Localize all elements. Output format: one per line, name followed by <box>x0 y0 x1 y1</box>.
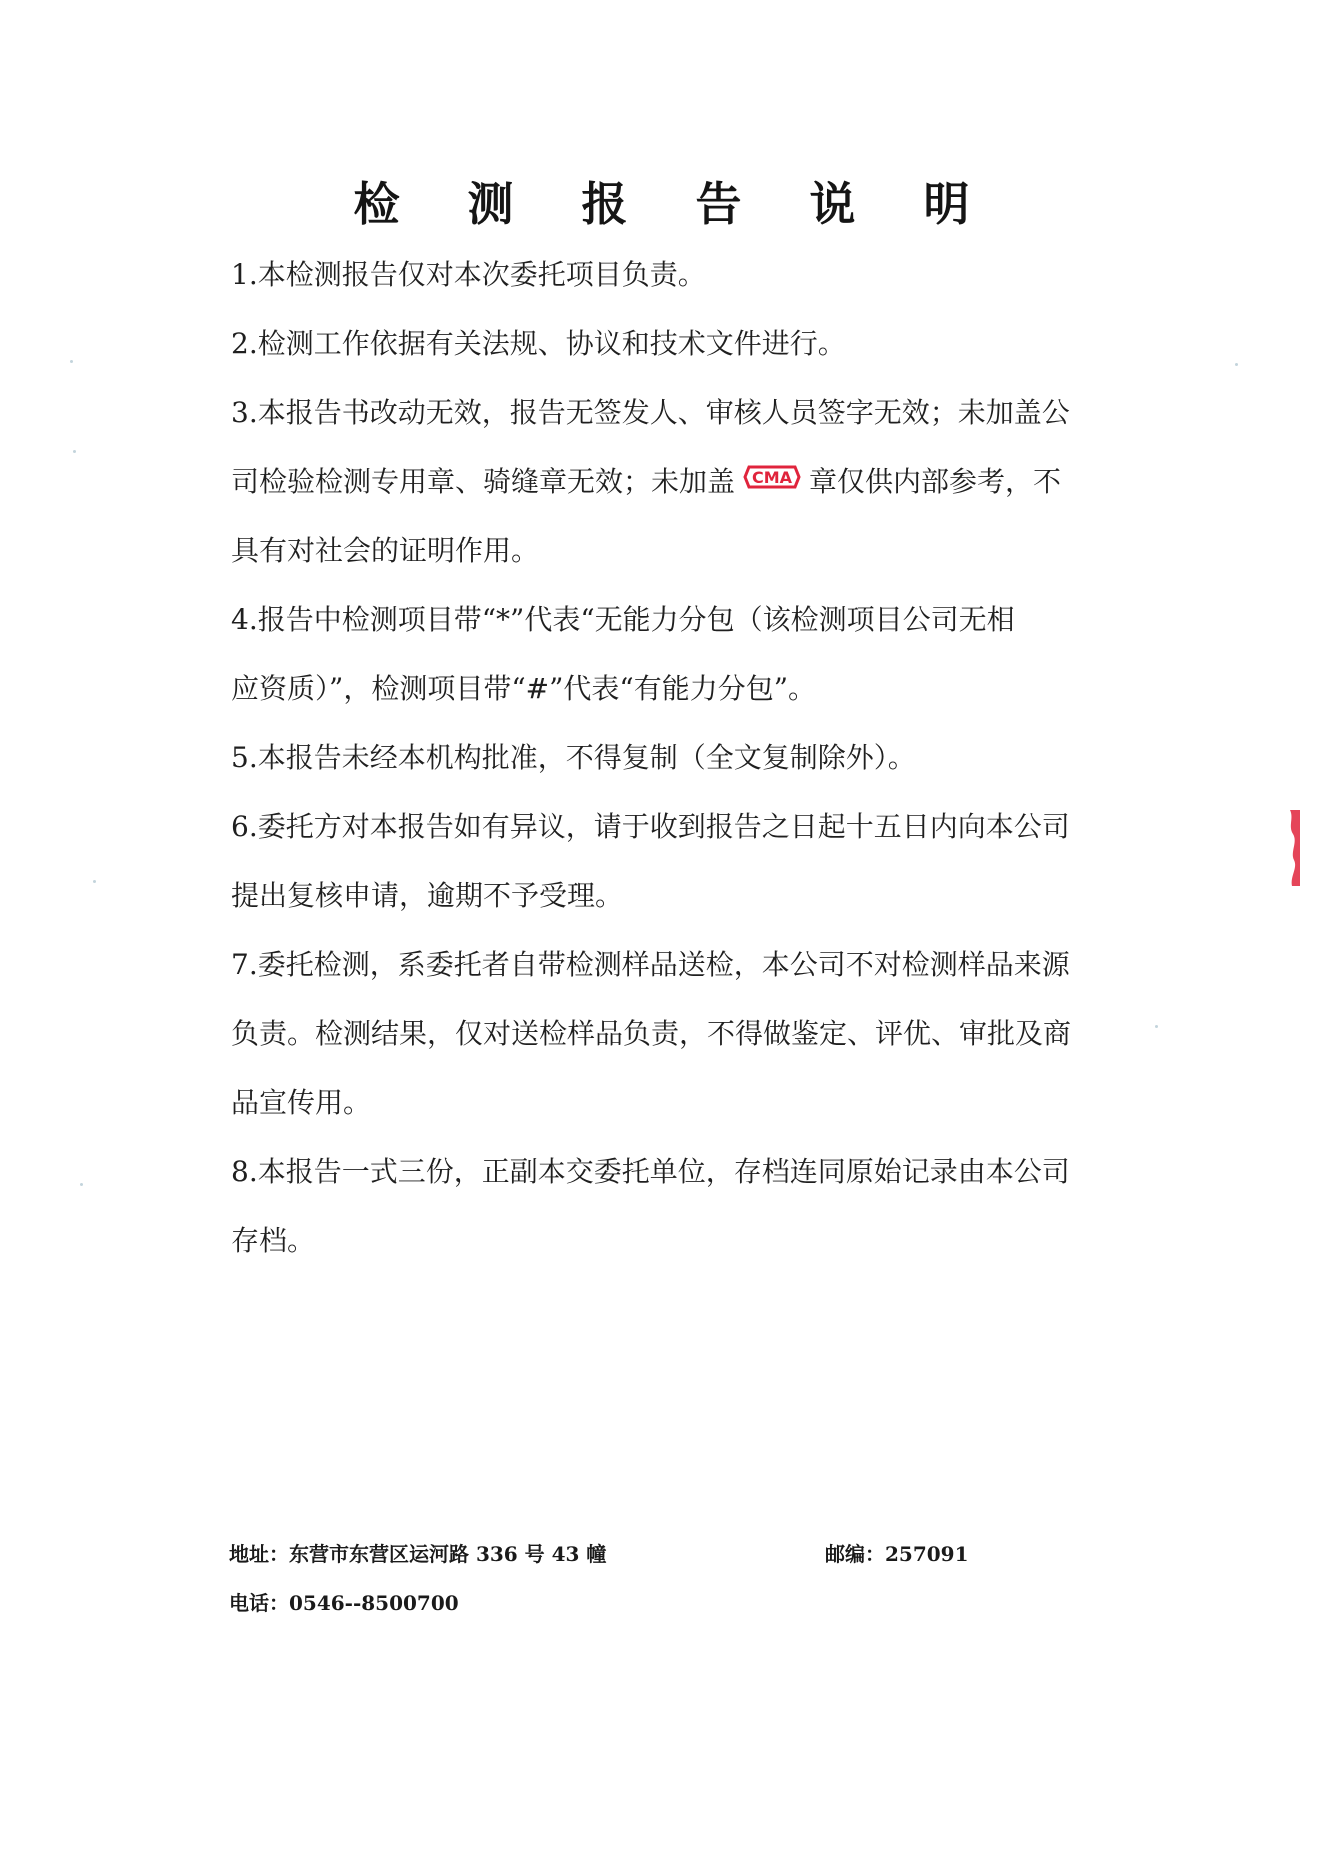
note-item-7 <box>231 930 1121 1137</box>
note-line: 品宣传用。 <box>231 1086 372 1119</box>
note-item-8 <box>231 1137 1121 1275</box>
note-line-part: 章仅供内部参考，不 <box>809 465 1062 498</box>
notes-list <box>231 240 1121 1275</box>
note-line: 8.本报告一式三份，正副本交委托单位，存档连同原始记录由本公司 <box>231 1155 1070 1188</box>
scan-speck <box>93 880 96 883</box>
note-item-4 <box>231 585 1121 723</box>
note-line-part: 司检验检测专用章、骑缝章无效；未加盖 <box>231 465 736 498</box>
scan-speck <box>73 450 76 453</box>
note-line <box>231 447 1121 516</box>
zip-label: 邮编： <box>825 1542 885 1566</box>
footer-zip <box>825 1538 969 1567</box>
scan-speck <box>1235 363 1238 366</box>
note-line: 具有对社会的证明作用。 <box>231 534 540 567</box>
note-line: 提出复核申请，逾期不予受理。 <box>231 879 624 912</box>
zip-value: 257091 <box>885 1542 969 1566</box>
tel-value: 0546--8500700 <box>289 1591 459 1615</box>
note-line: 2.检测工作依据有关法规、协议和技术文件进行。 <box>231 327 846 360</box>
scan-speck <box>70 360 73 363</box>
note-item-6 <box>231 792 1121 930</box>
note-line: 3.本报告书改动无效，报告无签发人、审核人员签字无效；未加盖公 <box>231 396 1070 429</box>
footer-address <box>229 1538 606 1567</box>
address-label: 地址： <box>229 1542 289 1566</box>
address-value: 东营市东营区运河路 336 号 43 幢 <box>289 1542 607 1566</box>
note-line: 应资质）”，检测项目带“#”代表“有能力分包”。 <box>231 672 817 705</box>
scan-speck <box>1155 1025 1158 1028</box>
cma-mark-text: CMA <box>751 468 793 487</box>
note-line: 5.本报告未经本机构批准，不得复制（全文复制除外）。 <box>231 741 916 774</box>
note-line: 4.报告中检测项目带“*”代表“无能力分包（该检测项目公司无相 <box>231 603 1015 636</box>
seal-edge-icon <box>1284 808 1302 888</box>
note-item-5 <box>231 723 1121 792</box>
note-line: 6.委托方对本报告如有异议，请于收到报告之日起十五日内向本公司 <box>231 810 1070 843</box>
tel-label: 电话： <box>229 1591 289 1615</box>
note-line: 7.委托检测，系委托者自带检测样品送检，本公司不对检测样品来源 <box>231 948 1070 981</box>
footer-tel <box>229 1587 459 1616</box>
note-item-3 <box>231 378 1121 585</box>
note-line: 1.本检测报告仅对本次委托项目负责。 <box>231 258 706 291</box>
note-line: 存档。 <box>231 1224 316 1257</box>
note-line: 负责。检测结果，仅对送检样品负责，不得做鉴定、评优、审批及商 <box>231 1017 1072 1050</box>
note-item-2 <box>231 309 1121 378</box>
note-item-1 <box>231 240 1121 309</box>
scan-speck <box>80 1183 83 1186</box>
cma-stamp-icon <box>743 446 801 515</box>
page-title: 检 测 报 告 说 明 <box>353 177 996 231</box>
